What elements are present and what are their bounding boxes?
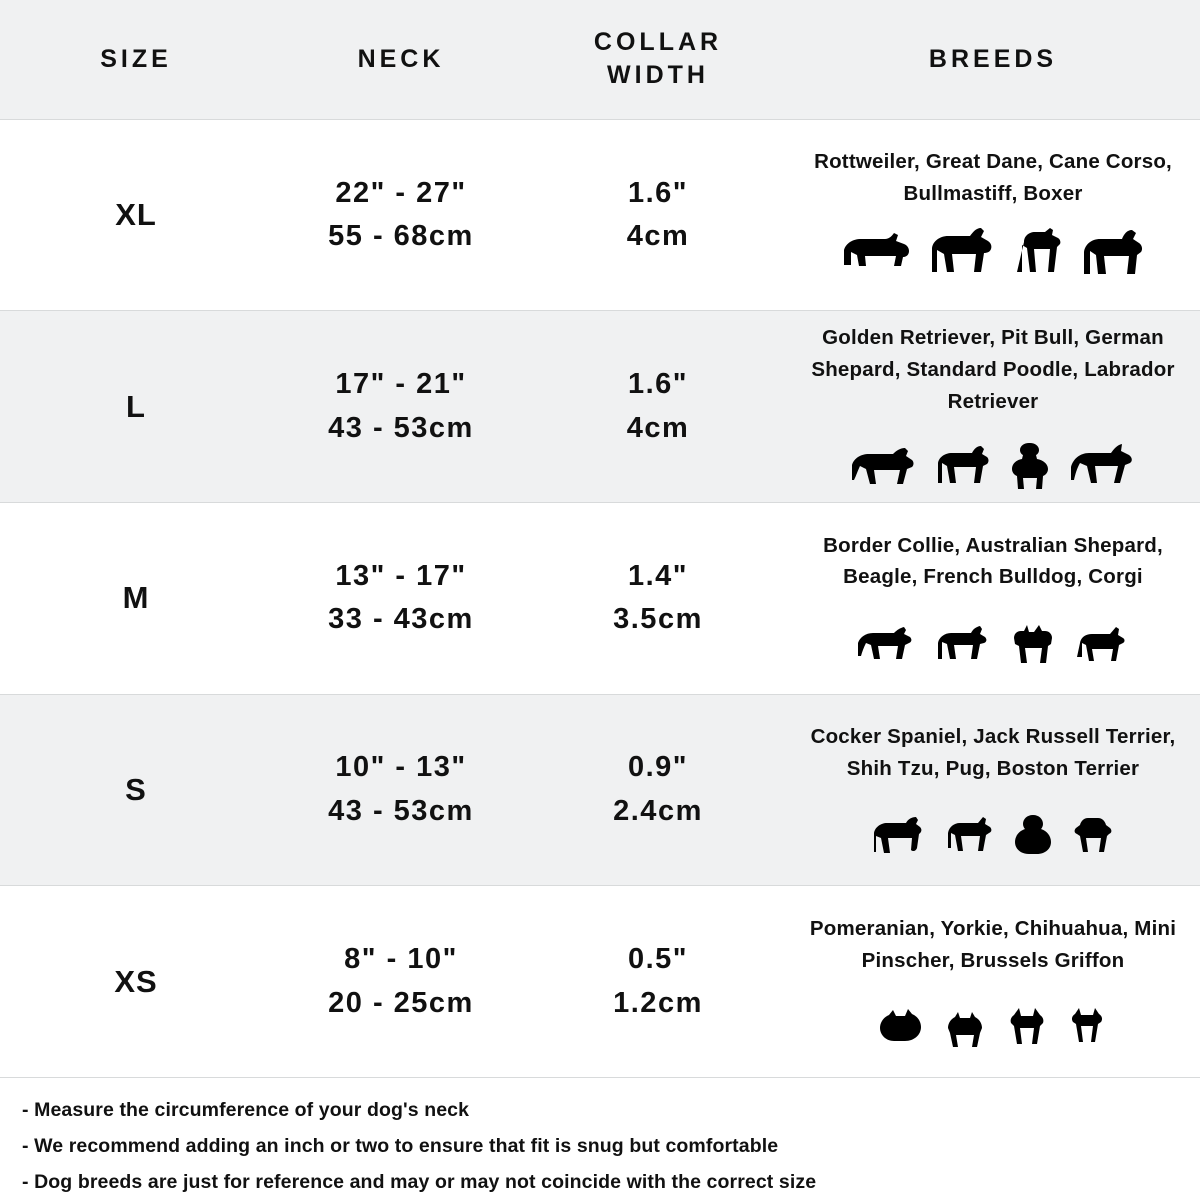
cell-neck xyxy=(272,363,530,450)
breed-list: Golden Retriever, Pit Bull, German Shepard, Standard Poodle, Labrador Retriever xyxy=(811,326,1175,413)
pit-bull-silhouette-icon xyxy=(930,445,992,491)
breed-list: Pomeranian, Yorkie, Chihuahua, Mini Pinscher, Brussels Griffon xyxy=(809,916,1177,972)
cocker-spaniel-silhouette-icon xyxy=(866,815,928,859)
table-row xyxy=(0,311,1200,503)
cell-breeds xyxy=(786,146,1200,284)
table-header-row xyxy=(0,0,1200,120)
table-row xyxy=(0,695,1200,887)
jack-russell-silhouette-icon xyxy=(940,815,998,859)
french-bulldog-silhouette-icon xyxy=(1006,623,1058,667)
column-header-size: SIZE xyxy=(100,44,172,73)
cell-collar-width xyxy=(530,938,786,1025)
breed-list: Rottweiler, Great Dane, Cane Corso, Bullmastiff, Boxer xyxy=(814,150,1172,206)
cell-width-cm: 4cm xyxy=(626,220,690,253)
cell-neck-inches: 13" - 17" xyxy=(335,559,467,592)
cell-width-cm: 1.2cm xyxy=(613,986,703,1019)
column-header-collar-width-line2: WIDTH xyxy=(607,61,709,90)
border-collie-silhouette-icon xyxy=(854,625,920,667)
cell-neck-inches: 10" - 13" xyxy=(335,751,467,784)
bullmastiff-silhouette-icon xyxy=(1078,228,1148,284)
cell-size: XS xyxy=(114,963,158,999)
great-dane-silhouette-icon xyxy=(924,228,998,284)
cell-breeds xyxy=(786,322,1200,491)
cell-neck-inches: 17" - 21" xyxy=(335,368,467,401)
cell-collar-width xyxy=(530,555,786,642)
cell-width-inches: 0.9" xyxy=(627,751,689,784)
cell-breeds xyxy=(786,721,1200,859)
shih-tzu-silhouette-icon xyxy=(1010,813,1056,859)
pomeranian-silhouette-icon xyxy=(874,1006,928,1050)
corgi-silhouette-icon xyxy=(1070,627,1132,667)
note-line: - We recommend adding an inch or two to ensure that fit is snug but comfortable xyxy=(22,1134,779,1157)
cell-width-inches: 1.6" xyxy=(627,176,689,209)
cell-neck-cm: 43 - 53cm xyxy=(328,411,474,444)
cane-corso-silhouette-icon xyxy=(1010,228,1066,284)
cell-neck-cm: 43 - 53cm xyxy=(328,794,474,827)
cell-width-cm: 3.5cm xyxy=(613,603,703,636)
beagle-silhouette-icon xyxy=(932,625,994,667)
cell-width-inches: 1.4" xyxy=(627,559,689,592)
cell-size: XL xyxy=(115,197,157,233)
cell-width-cm: 2.4cm xyxy=(613,794,703,827)
table-row xyxy=(0,886,1200,1078)
cell-size: S xyxy=(125,771,147,807)
rottweiler-silhouette-icon xyxy=(838,228,912,284)
cell-breeds xyxy=(786,530,1200,668)
table-row xyxy=(0,120,1200,312)
yorkie-silhouette-icon xyxy=(940,1008,990,1050)
column-header-collar-width-line1: COLLAR xyxy=(593,27,723,56)
cell-neck-inches: 8" - 10" xyxy=(344,943,458,976)
golden-retriever-silhouette-icon xyxy=(848,445,918,491)
cell-width-inches: 0.5" xyxy=(627,943,689,976)
cell-breeds xyxy=(786,913,1200,1051)
cell-size: L xyxy=(126,388,146,424)
cell-neck xyxy=(272,938,530,1025)
chihuahua-silhouette-icon xyxy=(1002,1006,1052,1050)
breed-silhouettes xyxy=(792,601,1194,667)
cell-width-inches: 1.6" xyxy=(627,368,689,401)
cell-neck-cm: 33 - 43cm xyxy=(328,603,474,636)
cell-size: M xyxy=(122,580,150,616)
breed-silhouettes xyxy=(792,218,1194,284)
cell-collar-width xyxy=(530,363,786,450)
cell-neck-cm: 55 - 68cm xyxy=(328,220,474,253)
cell-neck xyxy=(272,555,530,642)
column-header-breeds: BREEDS xyxy=(928,44,1058,73)
breed-silhouettes xyxy=(792,793,1194,859)
breed-silhouettes xyxy=(792,425,1194,491)
poodle-silhouette-icon xyxy=(1004,441,1056,491)
cell-neck xyxy=(272,172,530,259)
notes-section xyxy=(0,1078,1200,1200)
note-line: - Dog breeds are just for reference and may or may not coincide with the correct size xyxy=(22,1170,817,1193)
cell-collar-width xyxy=(530,746,786,833)
note-line: - Measure the circumference of your dog's neck xyxy=(22,1098,470,1121)
mini-pinscher-silhouette-icon xyxy=(1064,1006,1112,1050)
column-header-collar-width xyxy=(530,26,786,94)
cell-neck-inches: 22" - 27" xyxy=(335,176,467,209)
cell-neck-cm: 20 - 25cm xyxy=(328,986,474,1019)
pug-silhouette-icon xyxy=(1068,815,1120,859)
cell-collar-width xyxy=(530,172,786,259)
breed-list: Border Collie, Australian Shepard, Beagle, French Bulldog, Corgi xyxy=(823,533,1163,589)
column-header-neck: NECK xyxy=(357,44,445,73)
cell-neck xyxy=(272,746,530,833)
german-shepard-silhouette-icon xyxy=(1068,443,1138,491)
cell-width-cm: 4cm xyxy=(626,411,690,444)
breed-silhouettes xyxy=(792,984,1194,1050)
table-row xyxy=(0,503,1200,695)
breed-list: Cocker Spaniel, Jack Russell Terrier, Shih Tzu, Pug, Boston Terrier xyxy=(810,725,1176,780)
